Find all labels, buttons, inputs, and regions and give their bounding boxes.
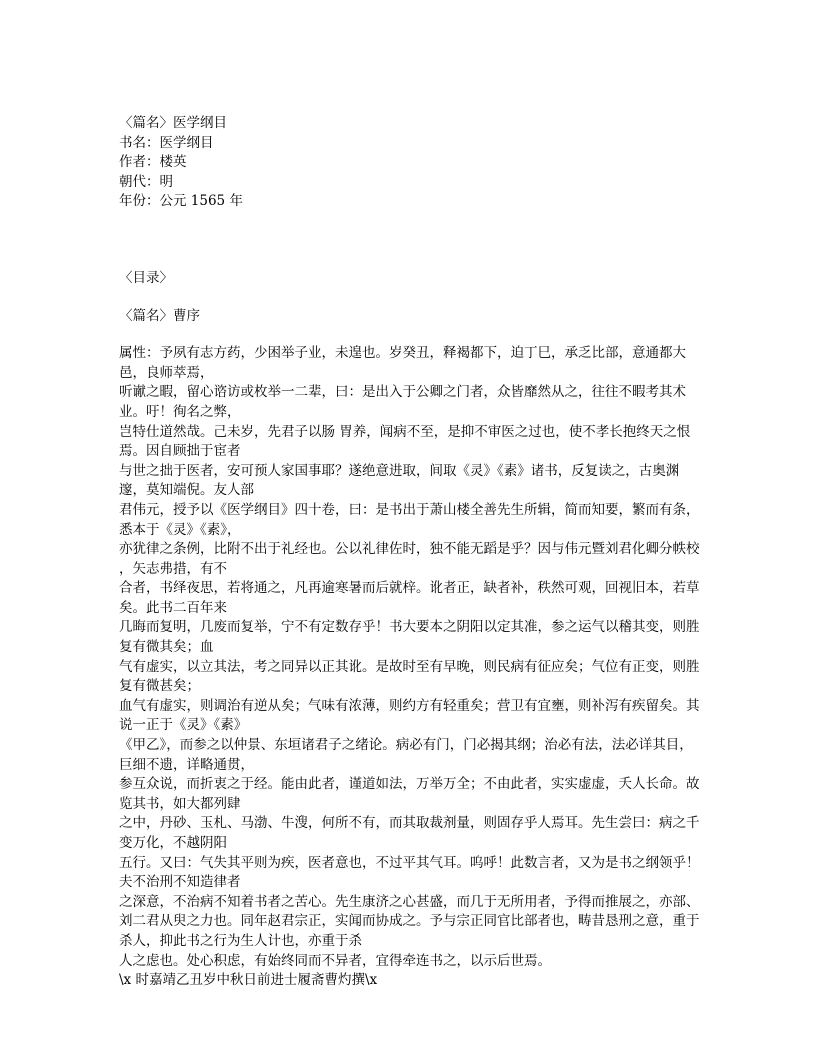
document-page — [119, 114, 701, 991]
toc-label: 〈目录〉 — [119, 269, 173, 286]
closing-signature-line: \x 时嘉靖乙丑岁中秋日前进士履斋曹灼撰\x — [119, 972, 378, 989]
spacer — [119, 212, 701, 250]
paragraph: 参互众说，而折衷之于经。能由此者，谨道如法，万举万全；不由此者，实实虚虚，夭人长命。故览其书，如大都列肆 — [119, 776, 700, 812]
book-name-line: 书名：医学纲目 — [119, 134, 214, 151]
author-line: 作者：楼英 — [119, 154, 187, 171]
paragraph: 几晦而复明，几废而复举，宁不有定数存乎！书大要本之阴阳以定其准，参之运气以稽其变，则胜复有微其矣；血 — [119, 619, 700, 656]
paragraph: 合者，书绎夜思，若将通之，凡再逾寒暑而后就梓。讹者正，缺者补，秩然可观，回视旧本，若草 矣。此书二百年来 — [119, 580, 700, 616]
paragraph: 之深意，不治病不知着书者之苦心。先生康济之心甚盛，而几于无所用者，予得而推展之，亦部、刘二君从臾之力也。同年赵君宗正，实闻而协成之。予与宗正同官比部者也，畴昔恳刑之意，重于杀人，抑此书之行为生人计也，亦重于杀 — [119, 893, 700, 949]
title-line: 〈篇名〉医学纲目 — [119, 115, 227, 131]
section-title: 〈篇名〉曹序 — [119, 307, 200, 324]
spacer — [119, 289, 701, 307]
year-line: 年份：公元 1565 年 — [119, 193, 243, 210]
paragraph: 岂特仕道然哉。己未岁，先君子以肠 胃养，闻病不至，是抑不审医之过也，使不孝长抱终天之恨焉。因自顾拙于宦者 — [119, 423, 691, 460]
paragraph: 气有虚实，以立其法，考之同异以正其讹。是故时至有早晚，则民病有征应矣；气位有正变，则胜复有微甚矣； — [119, 658, 700, 695]
spacer — [119, 250, 701, 269]
spacer — [119, 326, 701, 344]
paragraph: 听谳之暇，留心谘访或枚举一二辈，曰：是出入于公卿之门者，众皆靡然从之，往往不暇考其术业。吁！徇名之弊， — [119, 384, 686, 420]
paragraph: 君伟元，授予以《医学纲目》四十卷，曰：是书出于萧山楼全善先生所辑，简而知要，繁而有条，悉本于《灵》《素》， — [119, 501, 700, 538]
paragraph: 血气有虚实，则调治有逆从矣；气味有浓薄，则约方有轻重矣；营卫有宜壅，则补泻有疾留矣。其说一正于《灵》《素》 — [119, 697, 700, 734]
paragraph: 亦犹律之条例，比附不出于礼经也。公以礼律佐时，独不能无蹈是乎？因与伟元暨刘君化卿分帙校 ，矢志弗措，有不 — [119, 541, 700, 577]
paragraph: 之中，丹砂、玉札、马渤、牛溲，何所不有，而其取裁剂量，则固存乎人焉耳。先生尝曰：病之千变万化，不越阴阳 — [119, 815, 700, 851]
paragraph: 人之虑也。处心积虑，有始终同而不异者，宜得牵连书之，以示后世焉。 — [119, 952, 551, 969]
paragraph: 与世之拙于医者，安可预人家国事耶？遂绝意进取，间取《灵》《素》诸书，反复读之，古奥渊邃，莫知端倪。友人部 — [119, 462, 680, 499]
paragraph: 五行。又曰：气失其平则为疾，医者意也，不过平其气耳。呜呼！此数言者，又为是书之纲领乎！夫不治刑不知造律者 — [119, 854, 700, 891]
paragraph: 《甲乙》，而参之以仲景、东垣诸君子之绪论。病必有门，门必揭其纲；治必有法，法必详其目，巨细不遗，详略通贯， — [119, 737, 693, 773]
paragraph: 属性：予夙有志方药，少困举子业，未遑也。岁癸丑，释褐都下，迫丁巳，承乏比部，意通都大邑，良师萃焉， — [119, 345, 686, 381]
dynasty-line: 朝代：明 — [119, 173, 173, 190]
